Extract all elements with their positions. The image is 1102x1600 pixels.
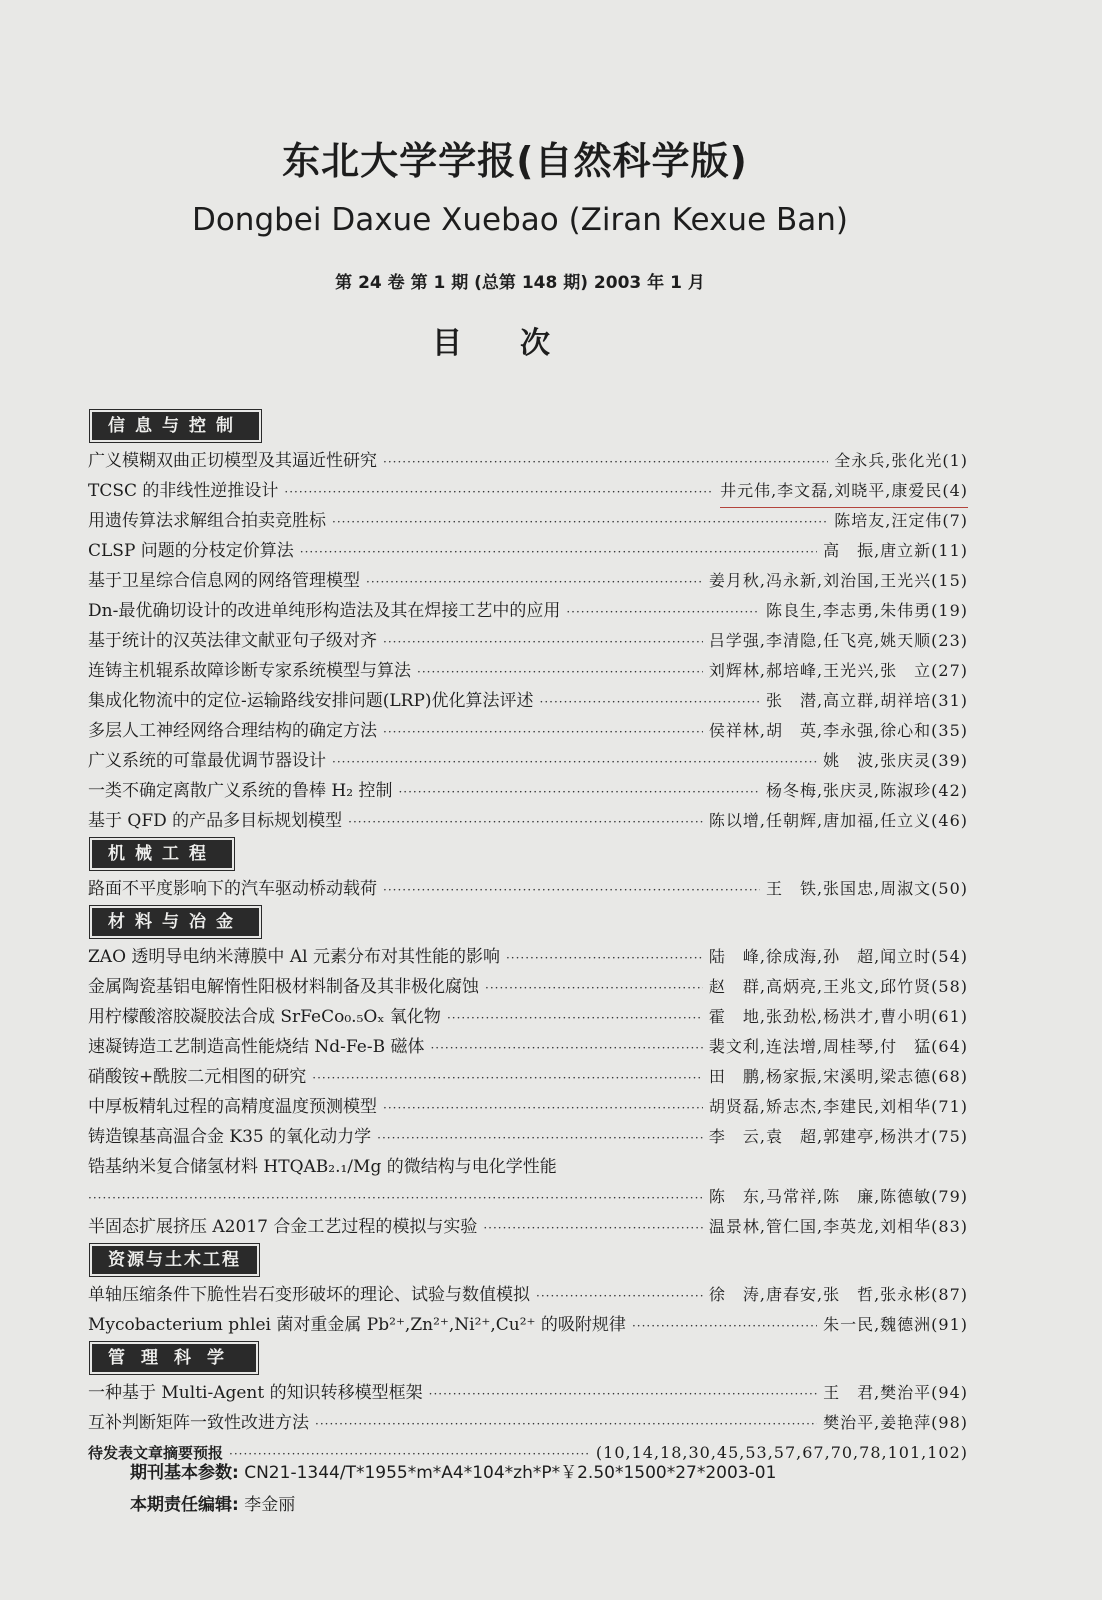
entry-title: 硝酸铵+酰胺二元相图的研究	[88, 1067, 307, 1087]
entry-title: 一种基于 Multi-Agent 的知识转移模型框架	[88, 1383, 423, 1403]
entry-authors: 陈良生,李志勇,朱伟勇(19)	[765, 601, 968, 620]
toc-entry[interactable]	[88, 596, 968, 626]
section-header: 材料与冶金	[92, 908, 259, 936]
toc-entry[interactable]	[88, 1062, 968, 1092]
params-value: CN21-1344/T*1955*m*A4*104*zh*P*￥2.50*1500*27*2003-01	[244, 1463, 777, 1483]
toc-entry[interactable]	[88, 1212, 968, 1242]
entry-title: 铸造镍基高温合金 K35 的氧化动力学	[88, 1127, 372, 1147]
entry-authors: 裴文利,连法增,周桂琴,付 猛(64)	[708, 1037, 968, 1056]
section-header: 管理科学	[92, 1344, 256, 1372]
toc-entry[interactable]	[88, 972, 968, 1002]
toc-entry[interactable]	[88, 1002, 968, 1032]
leader-dots	[398, 777, 760, 807]
entry-title: 集成化物流中的定位-运输路线安排问题(LRP)优化算法评述	[88, 691, 534, 711]
entry-title: CLSP 问题的分枝定价算法	[88, 541, 294, 561]
section-header: 资源与土木工程	[92, 1246, 257, 1274]
entry-title: 基于统计的汉英法律文献亚句子级对齐	[88, 631, 377, 651]
entry-authors: 赵 群,高炳亮,王兆文,邱竹贤(58)	[708, 977, 968, 996]
leader-dots	[348, 807, 703, 837]
leader-dots	[566, 597, 760, 627]
leader-dots	[332, 747, 817, 777]
toc-entry[interactable]	[88, 806, 968, 836]
entry-title: Dn-最优确切设计的改进单纯形构造法及其在焊接工艺中的应用	[88, 601, 561, 621]
toc-entry[interactable]	[88, 686, 968, 716]
leader-dots	[88, 1183, 703, 1213]
leader-dots	[485, 973, 703, 1003]
forthcoming-pages: (10,14,18,30,45,53,57,67,70,78,101,102)	[595, 1443, 968, 1462]
entry-authors: 杨冬梅,张庆灵,陈淑珍(42)	[765, 781, 968, 800]
leader-dots	[383, 717, 703, 747]
leader-dots	[300, 537, 817, 567]
leader-dots	[315, 1409, 817, 1439]
entry-title: 连铸主机辊系故障诊断专家系统模型与算法	[88, 661, 411, 681]
entry-title: TCSC 的非线性逆推设计	[88, 481, 279, 501]
entry-title: 广义模糊双曲正切模型及其逼近性研究	[88, 451, 377, 471]
editor-value: 李金丽	[244, 1495, 296, 1515]
entry-authors: 姜月秋,冯永新,刘治国,王光兴(15)	[708, 571, 968, 590]
section-header: 信息与控制	[92, 412, 259, 440]
leader-dots	[383, 447, 828, 477]
toc-entry[interactable]	[88, 476, 968, 506]
entry-authors: 陈以增,任朝辉,唐加福,任立义(46)	[708, 811, 968, 830]
leader-dots	[483, 1213, 703, 1243]
entry-authors: 侯祥林,胡 英,李永强,徐心和(35)	[708, 721, 968, 740]
toc-entry[interactable]	[88, 446, 968, 476]
entry-title: 互补判断矩阵一致性改进方法	[88, 1413, 309, 1433]
toc-entry[interactable]	[88, 1122, 968, 1152]
entry-title: 基于 QFD 的产品多目标规划模型	[88, 811, 343, 831]
entry-authors-underlined: 井元伟,李文磊,刘晓平,康爱民(4)	[720, 476, 968, 508]
entry-authors: 霍 地,张劲松,杨洪才,曹小明(61)	[708, 1007, 968, 1026]
leader-dots	[383, 875, 760, 905]
leader-dots	[383, 1093, 703, 1123]
entry-title: 多层人工神经网络合理结构的确定方法	[88, 721, 377, 741]
entry-title: 速凝铸造工艺制造高性能烧结 Nd-Fe-B 磁体	[88, 1037, 425, 1057]
entry-authors: 姚 波,张庆灵(39)	[823, 751, 968, 770]
entry-authors: 田 鹏,杨家振,宋溪明,梁志德(68)	[708, 1067, 968, 1086]
toc-entry[interactable]	[88, 746, 968, 776]
toc-entry[interactable]	[88, 566, 968, 596]
entry-authors: 吕学强,李清隐,任飞亮,姚天顺(23)	[708, 631, 968, 650]
toc-entry[interactable]	[88, 874, 968, 904]
leader-dots	[540, 687, 760, 717]
entry-title: 半固态扩展挤压 A2017 合金工艺过程的模拟与实验	[88, 1217, 478, 1237]
leader-dots	[632, 1311, 817, 1341]
entry-authors: 陈培友,汪定伟(7)	[834, 511, 968, 530]
leader-dots	[284, 477, 714, 507]
entry-authors: 徐 涛,唐春安,张 哲,张永彬(87)	[708, 1285, 968, 1304]
toc-entry-continuation[interactable]	[88, 1182, 968, 1212]
entry-title: 锆基纳米复合储氢材料 HTQAB₂.₁/Mg 的微结构与电化学性能	[88, 1157, 557, 1177]
toc-entry[interactable]	[88, 1092, 968, 1122]
entry-title: 基于卫星综合信息网的网络管理模型	[88, 571, 360, 591]
issue-info: 第 24 卷 第 1 期 (总第 148 期) 2003 年 1 月	[335, 273, 705, 293]
entry-authors: 高 振,唐立新(11)	[823, 541, 968, 560]
contents-heading: 目次	[432, 326, 608, 361]
entry-authors: 温景林,管仁国,李英龙,刘相华(83)	[708, 1217, 968, 1236]
toc-entry[interactable]	[88, 536, 968, 566]
forthcoming-title: 待发表文章摘要预报	[88, 1444, 224, 1462]
entry-authors: 朱一民,魏德洲(91)	[823, 1315, 968, 1334]
entry-authors: 樊治平,姜艳萍(98)	[823, 1413, 968, 1432]
entry-title: ZAO 透明导电纳米薄膜中 Al 元素分布对其性能的影响	[88, 947, 500, 967]
entry-title: 用遗传算法求解组合拍卖竞胜标	[88, 511, 326, 531]
entry-authors: 陈 东,马常祥,陈 廉,陈德敏(79)	[708, 1187, 968, 1206]
leader-dots	[429, 1379, 817, 1409]
responsible-editor	[130, 1490, 295, 1515]
toc-entry[interactable]	[88, 1032, 968, 1062]
journal-title-chinese: 东北大学学报(自然科学版)	[282, 139, 748, 183]
entry-authors: 刘辉林,郝培峰,王光兴,张 立(27)	[708, 661, 968, 680]
entry-title: 路面不平度影响下的汽车驱动桥动载荷	[88, 879, 377, 899]
toc-entry[interactable]	[88, 1310, 968, 1340]
editor-label: 本期责任编辑:	[130, 1495, 239, 1515]
leader-dots	[447, 1003, 703, 1033]
entry-title: 广义系统的可靠最优调节器设计	[88, 751, 326, 771]
toc-entry[interactable]	[88, 716, 968, 746]
leader-dots	[536, 1281, 703, 1311]
leader-dots	[366, 567, 703, 597]
leader-dots	[417, 657, 703, 687]
entry-title: 中厚板精轧过程的高精度温度预测模型	[88, 1097, 377, 1117]
leader-dots	[506, 943, 703, 973]
journal-parameters	[130, 1458, 776, 1483]
entry-title: 金属陶瓷基铝电解惰性阳极材料制备及其非极化腐蚀	[88, 977, 479, 997]
entry-authors: 张 潜,高立群,胡祥培(31)	[765, 691, 968, 710]
journal-title-pinyin: Dongbei Daxue Xuebao (Ziran Kexue Ban)	[191, 202, 849, 238]
toc-entry[interactable]	[88, 1280, 968, 1310]
toc-entry[interactable]	[88, 1408, 968, 1438]
leader-dots	[383, 627, 703, 657]
toc-entry[interactable]	[88, 506, 968, 536]
section-header: 机械工程	[92, 840, 232, 868]
toc-entry-title-line[interactable]	[88, 1152, 968, 1182]
leader-dots	[312, 1063, 703, 1093]
toc-entry[interactable]	[88, 942, 968, 972]
leader-dots	[332, 507, 828, 537]
entry-authors: 王 铁,张国忠,周淑文(50)	[765, 879, 968, 898]
toc-entry[interactable]	[88, 626, 968, 656]
entry-authors: 王 君,樊治平(94)	[823, 1383, 968, 1402]
entry-title: 用柠檬酸溶胶凝胶法合成 SrFeCo₀.₅Oₓ 氧化物	[88, 1007, 441, 1027]
toc-entry[interactable]	[88, 1378, 968, 1408]
entry-title: 单轴压缩条件下脆性岩石变形破坏的理论、试验与数值模拟	[88, 1285, 530, 1305]
leader-dots	[377, 1123, 703, 1153]
entry-authors: 陆 峰,徐成海,孙 超,闻立时(54)	[708, 947, 968, 966]
table-of-contents	[88, 408, 968, 1468]
entry-title: Mycobacterium phlei 菌对重金属 Pb²⁺,Zn²⁺,Ni²⁺,Cu²⁺ 的吸附规律	[88, 1315, 626, 1335]
entry-authors: 全永兵,张化光(1)	[834, 451, 968, 470]
entry-authors: 胡贤磊,矫志杰,李建民,刘相华(71)	[708, 1097, 968, 1116]
toc-entry[interactable]	[88, 776, 968, 806]
entry-title: 一类不确定离散广义系统的鲁棒 H₂ 控制	[88, 781, 393, 801]
toc-entry[interactable]	[88, 656, 968, 686]
entry-authors: 李 云,袁 超,郭建亭,杨洪才(75)	[708, 1127, 968, 1146]
params-label: 期刊基本参数:	[130, 1463, 239, 1483]
leader-dots	[430, 1033, 702, 1063]
